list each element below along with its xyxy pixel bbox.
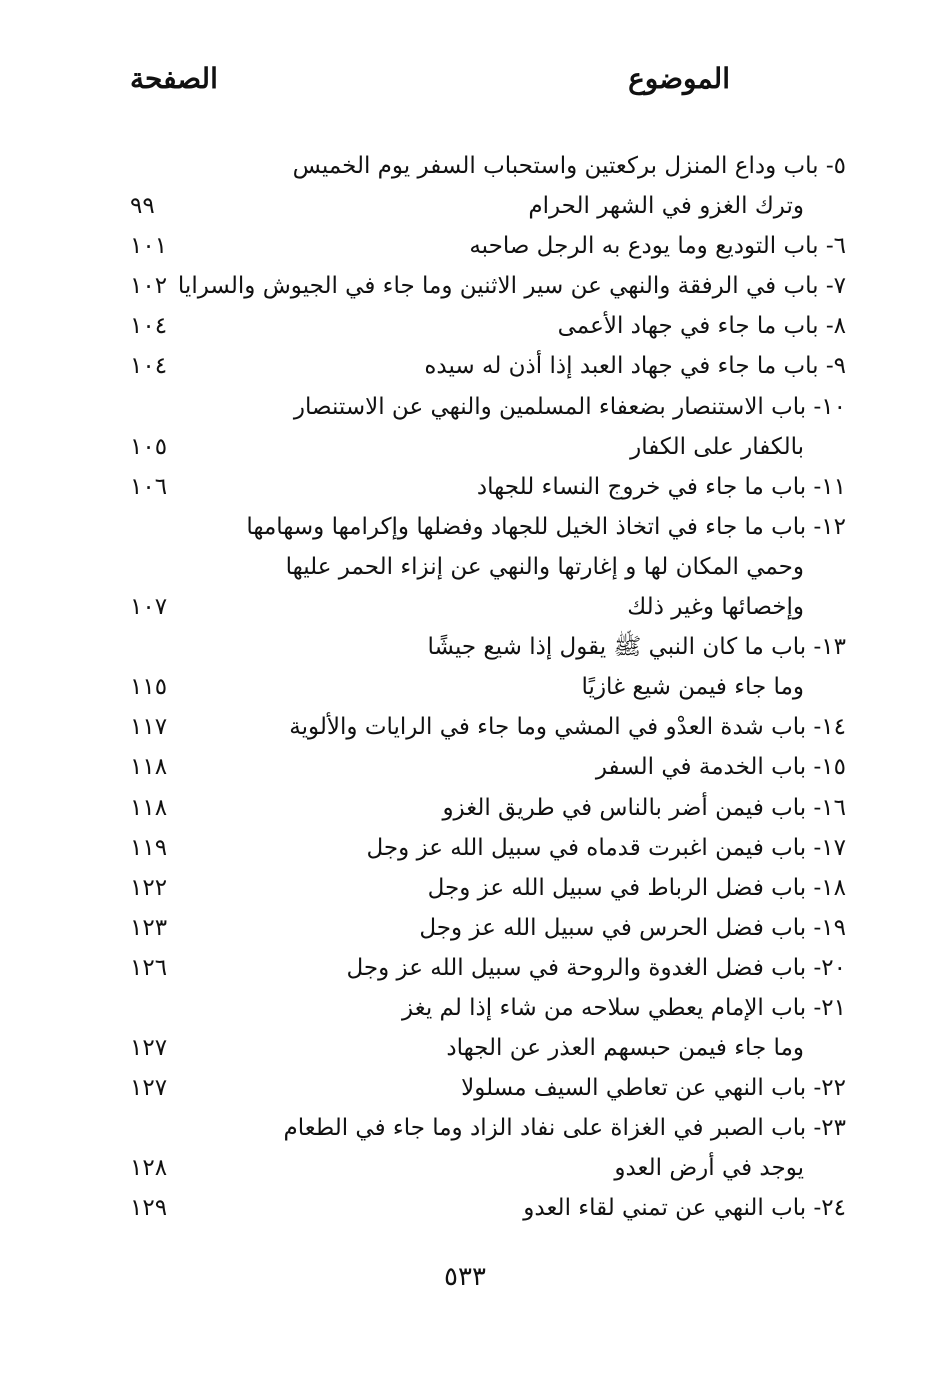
toc-entry-title: وما جاء فيمن شيع غازيًا [581,674,804,701]
toc-entry-title: ١٢- باب ما جاء في اتخاذ الخيل للجهاد وفضلها وإكرامها وسهامها [246,513,846,540]
subject-column-heading: الموضوع [628,62,730,95]
toc-entry [130,508,846,548]
toc-continuation-line [130,1149,846,1189]
toc-entry-page: ١٠٢ [130,273,168,300]
toc-entry [130,1109,846,1149]
toc-entry-title: ٨- باب ما جاء في جهاد الأعمى [557,313,846,340]
toc-entry-title: ١٤- باب شدة العدْو في المشي وما جاء في الرايات والألوية [289,714,846,741]
toc-entry-title: ١٠- باب الاستنصار بضعفاء المسلمين والنهي عن الاستنصار [293,393,846,420]
toc-entry-title: ٢٣- باب الصبر في الغزاة على نفاد الزاد وما جاء في الطعام [283,1115,846,1142]
toc-entry-page: ١١٥ [130,674,168,701]
toc-entry-page: ١٠١ [130,233,168,260]
toc-entry [130,869,846,909]
toc-entry [130,147,846,187]
toc-entry-title: ٧- باب في الرفقة والنهي عن سير الاثنين وما جاء في الجيوش والسرايا [177,273,846,300]
toc-entry-page: ١٢٢ [130,874,168,901]
toc-entry-title: وإخصائها وغير ذلك [627,594,804,621]
toc-entry-title: ٥- باب وداع المنزل بركعتين واستحباب السفر يوم الخميس [292,153,846,179]
toc-entry-page: ١٢٧ [130,1035,168,1062]
toc-entry [130,307,846,347]
toc-entry [130,347,846,387]
toc-entry-page: ١١٩ [130,834,168,861]
toc-entry-page: ١٢٧ [130,1075,168,1102]
toc-entry-page: ١٢٩ [130,1195,168,1222]
toc-entry-page: ١١٨ [130,754,168,781]
toc-entry-title: ٢٠- باب فضل الغدوة والروحة في سبيل الله عز وجل [346,954,846,981]
toc-entry-title: ٩- باب ما جاء في جهاد العبد إذا أذن له سيده [424,353,846,380]
toc-entry [130,628,846,668]
toc-entry-page: ١١٧ [130,714,168,741]
toc-entry-page: ١٢٨ [130,1155,168,1182]
toc-entry [130,1189,846,1229]
toc-continuation-line [130,668,846,708]
toc-continuation-line [130,588,846,628]
toc-entry [130,468,846,508]
toc-entry-title: ١٨- باب فضل الرباط في سبيل الله عز وجل [427,874,846,901]
toc-entry-title: وما جاء فيمن حبسهم العذر عن الجهاد [446,1035,804,1062]
toc-entry-title: ١٦- باب فيمن أضر بالناس في طريق الغزو [442,794,846,821]
toc-entry-page: ١٠٥ [130,433,168,460]
toc-entry [130,989,846,1029]
toc-entry [130,949,846,989]
toc-entry-title: يوجد في أرض العدو [614,1155,804,1182]
toc-entry-page: ١٠٤ [130,353,168,380]
toc-entry-page: ١٢٦ [130,954,168,981]
toc-entry-title: ١١- باب ما جاء في خروج النساء للجهاد [476,473,846,500]
toc-entry-title: ١٧- باب فيمن اغبرت قدماه في سبيل الله عز وجل [366,834,846,861]
toc-entry-title: ٢٢- باب النهي عن تعاطي السيف مسلولا [461,1075,846,1102]
toc-entry-title: ١٥- باب الخدمة في السفر [595,754,846,781]
toc-entry [130,267,846,307]
toc-entry-title: ١٩- باب فضل الحرس في سبيل الله عز وجل [419,914,846,941]
toc-continuation-line [130,1029,846,1069]
page-column-heading: الصفحة [130,62,218,95]
toc-entry-page: ١٠٧ [130,594,168,621]
toc-entry [130,829,846,869]
toc-entry-title: ٢٤- باب النهي عن تمني لقاء العدو [523,1195,846,1222]
toc-entry-title: ٦- باب التوديع وما يودع به الرجل صاحبه [469,233,846,260]
toc-entry-title: وترك الغزو في الشهر الحرام [528,193,804,220]
toc-entry [130,227,846,267]
toc-entry-page: ١١٨ [130,794,168,821]
toc-entry [130,708,846,748]
toc-continuation-line [130,548,846,588]
toc-entry-title: بالكفار على الكفار [630,433,804,460]
toc-entry-page: ١٠٦ [130,473,168,500]
table-header [130,62,730,102]
toc-entry-page: ٩٩ [130,193,155,220]
page-number: ٥٣٣ [444,1262,486,1292]
toc-entry-title: ١٣- باب ما كان النبي ﷺ يقول إذا شيع جيشًا [427,634,846,661]
toc-entry-title: ٢١- باب الإمام يعطي سلاحه من شاء إذا لم يغز [402,994,846,1021]
toc-entry [130,748,846,788]
toc-entry [130,388,846,428]
toc-entry [130,1069,846,1109]
toc-entry-title: وحمي المكان لها و إغارتها والنهي عن إنزاء الحمر عليها [285,553,804,580]
toc-continuation-line [130,187,846,227]
toc-entry-page: ١٢٣ [130,914,168,941]
toc-entry [130,909,846,949]
toc-entry-page: ١٠٤ [130,313,168,340]
table-of-contents [130,147,846,1230]
toc-continuation-line [130,428,846,468]
toc-entry [130,789,846,829]
